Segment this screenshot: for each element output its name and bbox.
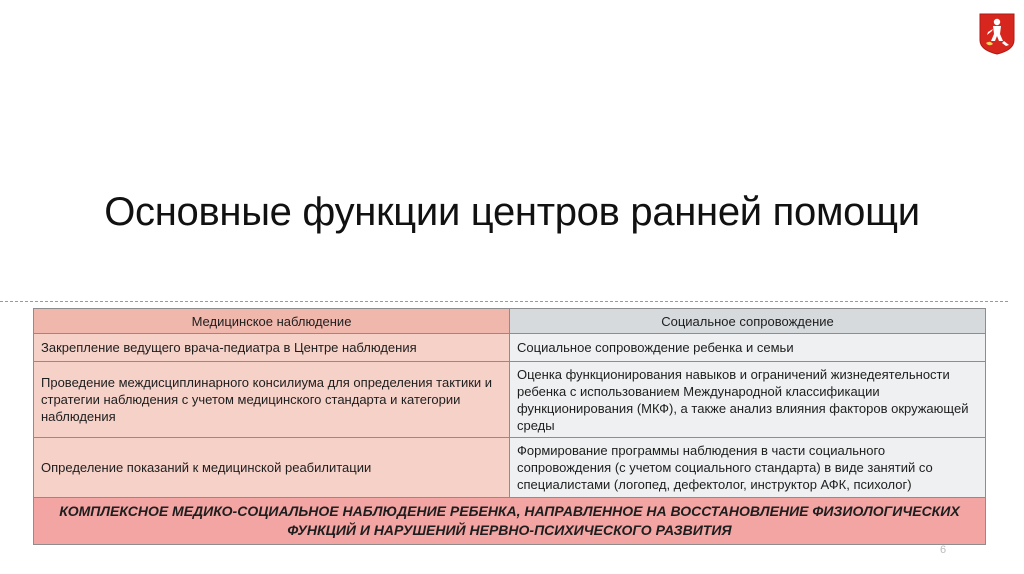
social-column-header: Социальное сопровождение xyxy=(510,309,986,334)
slide-divider xyxy=(0,301,1008,302)
medical-cell: Закрепление ведущего врача-педиатра в Центре наблюдения xyxy=(34,334,510,362)
slide-title: Основные функции центров ранней помощи xyxy=(104,190,920,234)
table-header-row xyxy=(34,309,986,334)
social-cell: Социальное сопровождение ребенка и семьи xyxy=(510,334,986,362)
summary-row xyxy=(34,498,986,545)
table-row xyxy=(34,362,986,438)
page-number: 6 xyxy=(940,544,947,556)
table-row xyxy=(34,334,986,362)
social-cell: Формирование программы наблюдения в части социального сопровождения (с учетом социального стандарта) в виде занятий со специалистами (логопед, дефектолог, инструктор АФК, психолог) xyxy=(510,438,986,498)
medical-cell: Определение показаний к медицинской реабилитации xyxy=(34,438,510,498)
functions-table xyxy=(33,308,986,545)
medical-cell: Проведение междисциплинарного консилиума для определения тактики и стратегии наблюдения с учетом медицинского стандарта и категории наблюдения xyxy=(34,362,510,438)
moscow-coat-of-arms-icon xyxy=(976,10,1018,56)
medical-column-header: Медицинское наблюдение xyxy=(34,309,510,334)
social-cell: Оценка функционирования навыков и ограничений жизнедеятельности ребенка с использованием Международной классификации функционирования (МКФ), а также анализ влияния факторов окружающей среды xyxy=(510,362,986,438)
table-row xyxy=(34,438,986,498)
summary-cell: КОМПЛЕКСНОЕ МЕДИКО-СОЦИАЛЬНОЕ НАБЛЮДЕНИЕ РЕБЕНКА, НАПРАВЛЕННОЕ НА ВОССТАНОВЛЕНИЕ ФИЗИОЛОГИЧЕСКИХ ФУНКЦИЙ И НАРУШЕНИЙ НЕРВНО-ПСИХИЧЕСКОГО РАЗВИТИЯ xyxy=(34,498,986,545)
